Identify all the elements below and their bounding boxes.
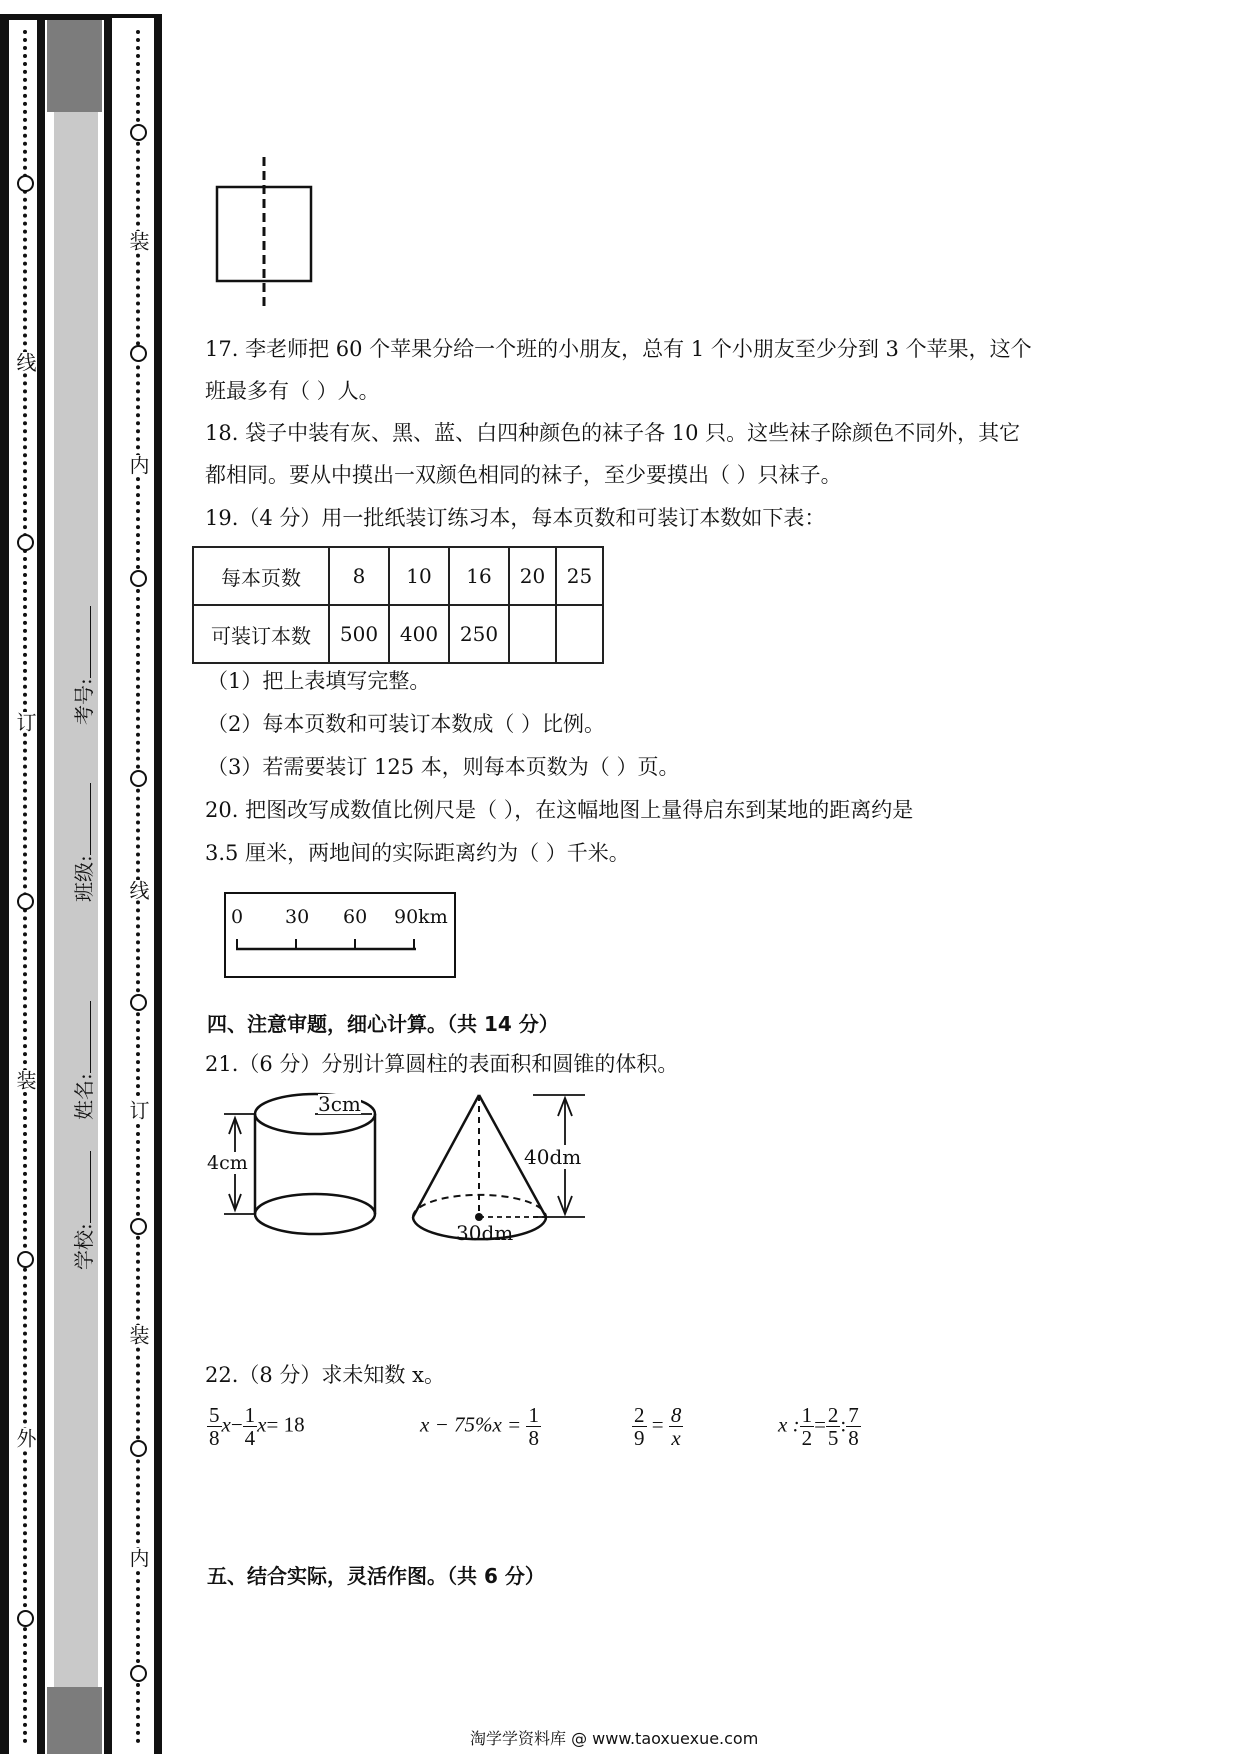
q21-stem: 21.（6 分）分别计算圆柱的表面积和圆锥的体积。 [205,1052,679,1076]
table-head-cell: 可装订本数 [193,605,329,663]
q17-line2: 班最多有（ ）人。 [205,379,380,403]
exam-no-field[interactable] [68,606,97,725]
binding-circle [17,893,34,910]
binding-char: 线 [13,352,37,372]
binding-circle [130,124,147,141]
scale-label: 90km [394,906,448,928]
cylinder-height-label: 4cm [207,1152,248,1174]
equation-2: x − 75%x = $\frac{1}{8}$ [420,1403,539,1450]
cylinder-radius-label: 3cm [318,1092,361,1116]
cone-diameter-label: 30dm [456,1221,514,1245]
fraction: $\frac{2}{5}$ [827,1403,839,1450]
q17-line1: 17. 李老师把 60 个苹果分给一个班的小朋友，总有 1 个小朋友至少分到 3 个苹果，这个 [205,337,1032,361]
equation-1: $\frac{5}{8}$ x− $\frac{1}{4}$ x= 18 [209,1403,305,1450]
q20-line1: 20. 把图改写成数值比例尺是（ ），在这幅地图上量得启东到某地的距离约是 [205,798,914,822]
table-row [193,547,603,605]
binding-char: 装 [13,1070,37,1090]
binding-top-bar-2 [112,14,162,18]
fraction: $\frac{2}{9}$ [634,1403,645,1450]
q18-line1: 18. 袋子中装有灰、黑、蓝、白四种颜色的袜子各 10 只。这些袜子除颜色不同外，其它 [205,421,1021,445]
binding-edge-line-2 [154,14,162,1754]
scale-label: 30 [285,906,310,928]
table-cell: 250 [449,605,509,663]
binding-bar-mid [37,14,45,1754]
scale-bar-figure [224,892,456,978]
exam-no-label: 考号: [72,678,96,725]
table-cell: 8 [329,547,389,605]
q19-table [192,546,604,664]
section4-title: 四、注意审题，细心计算。（共 14 分） [207,1012,559,1036]
fraction: $\frac{1}{4}$ [244,1403,256,1450]
square-symmetry-figure [210,155,320,315]
binding-char: 内 [126,455,150,475]
scale-label: 60 [343,906,368,928]
class-field[interactable] [68,783,97,902]
binding-char: 线 [126,880,150,900]
q18-line2: 都相同。要从中摸出一双颜色相同的袜子，至少要摸出（ ）只袜子。 [205,463,842,487]
exam-no-blank [90,606,91,678]
binding-circle [130,994,147,1011]
fraction: $\frac{8}{x}$ [670,1403,682,1450]
q19-sub1: （1）把上表填写完整。 [207,669,431,693]
q19-sub3: （3）若需要装订 125 本，则每本页数为（ ）页。 [207,755,680,779]
binding-bar-outer [0,14,9,1754]
binding-circle [130,1440,147,1457]
binding-circle [130,570,147,587]
table-cell-blank[interactable] [509,605,556,663]
binding-gray-bottom [47,1687,102,1754]
binding-circle [130,1665,147,1682]
name-blank [90,1001,91,1073]
cone-height-label: 40dm [524,1145,582,1169]
equation-3: $\frac{2}{9}$ = $\frac{8}{x}$ [634,1403,682,1450]
fraction: $\frac{1}{8}$ [528,1403,539,1450]
q22-stem: 22.（8 分）求未知数 x。 [205,1363,445,1387]
scale-label: 0 [231,906,244,928]
name-label: 姓名: [72,1073,96,1120]
binding-char: 订 [13,712,37,732]
binding-circle [130,1218,147,1235]
table-row [193,605,603,663]
binding-char: 内 [126,1548,150,1568]
binding-char: 订 [126,1100,150,1120]
binding-circle [17,1610,34,1627]
table-cell: 25 [556,547,603,605]
fraction: $\frac{1}{2}$ [801,1403,813,1450]
name-field[interactable] [68,1001,97,1120]
binding-circle [130,770,147,787]
binding-circle [17,175,34,192]
table-cell: 400 [389,605,449,663]
table-cell: 10 [389,547,449,605]
q19-sub2: （2）每本页数和可装订本数成（ ）比例。 [207,712,606,736]
fraction: $\frac{5}{8}$ [209,1403,220,1450]
dotted-line-outer [23,30,27,1745]
table-cell: 500 [329,605,389,663]
binding-char: 外 [13,1428,37,1448]
school-label: 学校: [72,1223,96,1270]
class-blank [90,783,91,855]
q19-stem: 19.（4 分）用一批纸装订练习本，每本页数和可装订本数如下表： [205,506,826,530]
q20-line2: 3.5 厘米，两地间的实际距离约为（ ）千米。 [205,841,630,865]
binding-char: 装 [126,1325,150,1345]
binding-char: 装 [126,231,150,251]
binding-top-bar [0,14,112,20]
fraction: $\frac{7}{8}$ [848,1403,859,1450]
school-field[interactable] [68,1151,97,1270]
footer-watermark: 淘学学资料库 @ www.taoxuexue.com [470,1729,759,1748]
school-blank [90,1151,91,1223]
section5-title: 五、结合实际，灵活作图。（共 6 分） [207,1564,545,1588]
binding-circle [130,345,147,362]
binding-circle [17,1251,34,1268]
binding-edge-line [104,14,112,1754]
table-cell: 16 [449,547,509,605]
binding-circle [17,534,34,551]
table-head-cell: 每本页数 [193,547,329,605]
equation-4: x : $\frac{1}{2}$ = $\frac{2}{5}$ : $\frac{7}{8}$ [778,1403,859,1450]
table-cell-blank[interactable] [556,605,603,663]
class-label: 班级: [72,855,96,902]
binding-gray-top [47,18,102,112]
table-cell: 20 [509,547,556,605]
